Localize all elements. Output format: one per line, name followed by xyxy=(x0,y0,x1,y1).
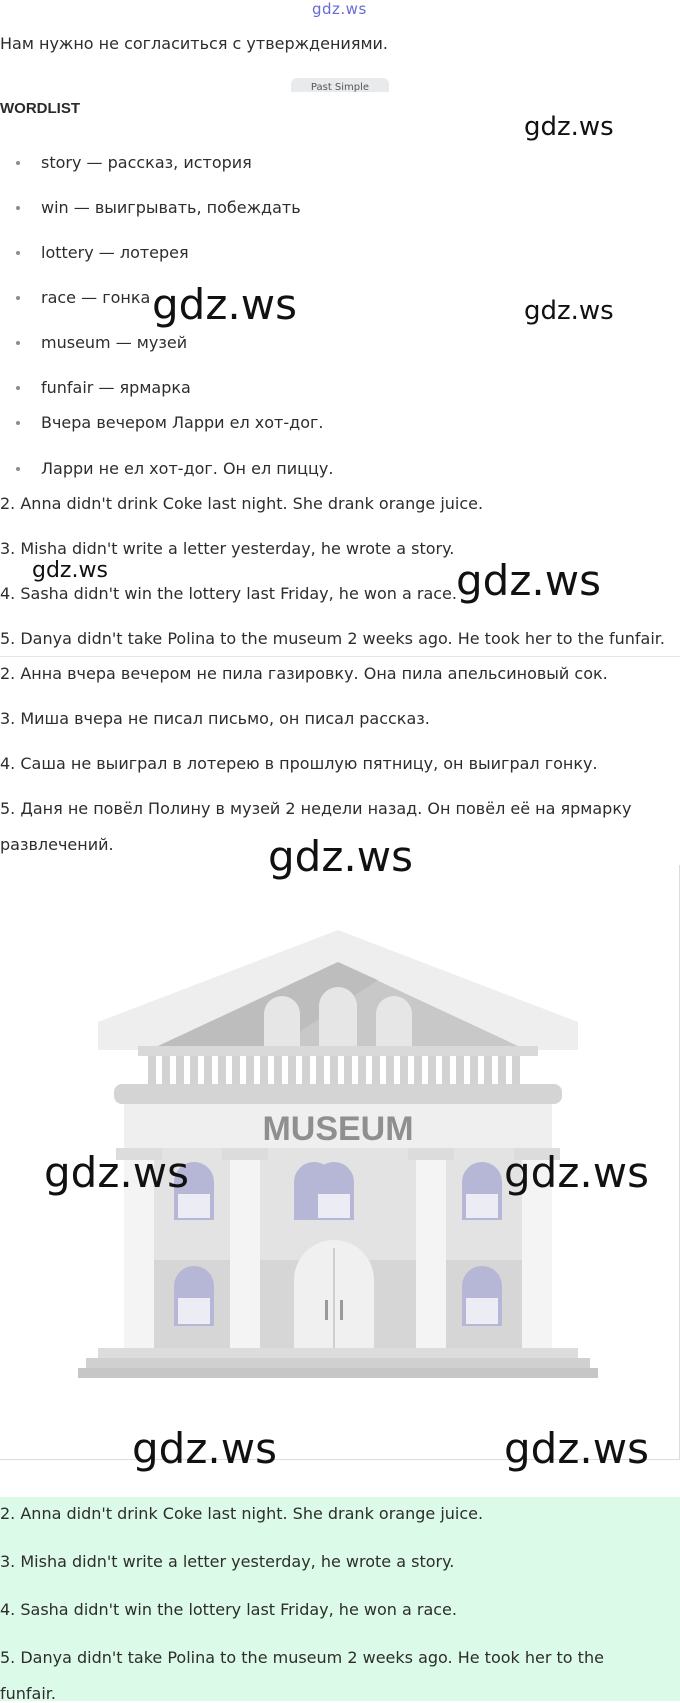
watermark: gdz.ws xyxy=(504,1424,649,1473)
balustrade-top xyxy=(138,1046,538,1056)
bullet-icon xyxy=(16,341,20,345)
bullet-icon xyxy=(16,386,20,390)
intro-text: Нам нужно не согласиться с утверждениями. xyxy=(0,34,388,53)
bullet-icon xyxy=(16,421,20,425)
pediment-window xyxy=(376,996,412,1046)
door-handle xyxy=(325,1300,328,1320)
english-answer: 5. Danya didn't take Polina to the museum 2 weeks ago. He took her to the funfair. xyxy=(0,629,665,648)
russian-answer: 5. Даня не повёл Полину в музей 2 недели назад. Он повёл её на ярмарку xyxy=(0,799,632,818)
russian-answer: 3. Миша вчера не писал письмо, он писал рассказ. xyxy=(0,709,430,728)
bullet-icon xyxy=(16,251,20,255)
russian-answer: развлечений. xyxy=(0,835,114,854)
watermark: gdz.ws xyxy=(268,832,413,881)
pediment-window xyxy=(264,996,300,1046)
bullet-icon xyxy=(16,296,20,300)
door-handle xyxy=(340,1300,343,1320)
divider xyxy=(0,656,680,657)
watermark: gdz.ws xyxy=(504,1148,649,1197)
watermark: gdz.ws xyxy=(152,280,297,329)
step xyxy=(86,1358,590,1368)
watermark: gdz.ws xyxy=(524,112,614,142)
step xyxy=(78,1368,598,1378)
watermark: gdz.ws xyxy=(524,296,614,326)
cornice xyxy=(114,1084,562,1104)
box-answer: 4. Sasha didn't win the lottery last Friday, he won a race. xyxy=(0,1600,457,1619)
russian-answer: 4. Саша не выиграл в лотерею в прошлую пятницу, он выиграл гонку. xyxy=(0,754,598,773)
watermark: gdz.ws xyxy=(456,556,601,605)
pediment-window xyxy=(319,987,357,1046)
bullet-icon xyxy=(16,161,20,165)
english-answer: 2. Anna didn't drink Coke last night. She drank orange juice. xyxy=(0,494,484,513)
russian-answer: 2. Анна вчера вечером не пила газировку. Она пила апельсиновый сок. xyxy=(0,664,608,683)
box-answer: funfair. xyxy=(0,1684,56,1703)
answers-box xyxy=(0,1497,680,1701)
box-answer: 2. Anna didn't drink Coke last night. She drank orange juice. xyxy=(0,1504,484,1523)
watermark: gdz.ws xyxy=(44,1148,189,1197)
step xyxy=(98,1348,578,1358)
museum-sign: MUSEUM xyxy=(262,1110,414,1148)
wordlist-title: WORDLIST xyxy=(0,100,80,117)
bullet-icon xyxy=(16,206,20,210)
tense-tag: Past Simple xyxy=(291,78,389,92)
balustrade-posts xyxy=(148,1056,520,1084)
watermark: gdz.ws xyxy=(32,558,108,583)
box-answer: 3. Misha didn't write a letter yesterday, he wrote a story. xyxy=(0,1552,455,1571)
bullet-icon xyxy=(16,467,20,471)
box-answer: 5. Danya didn't take Polina to the museum 2 weeks ago. He took her to the xyxy=(0,1648,604,1667)
english-answer: 4. Sasha didn't win the lottery last Friday, he won a race. xyxy=(0,584,457,603)
top-watermark: gdz.ws xyxy=(312,0,367,18)
english-answer: 3. Misha didn't write a letter yesterday, he wrote a story. xyxy=(0,539,455,558)
watermark: gdz.ws xyxy=(132,1424,277,1473)
